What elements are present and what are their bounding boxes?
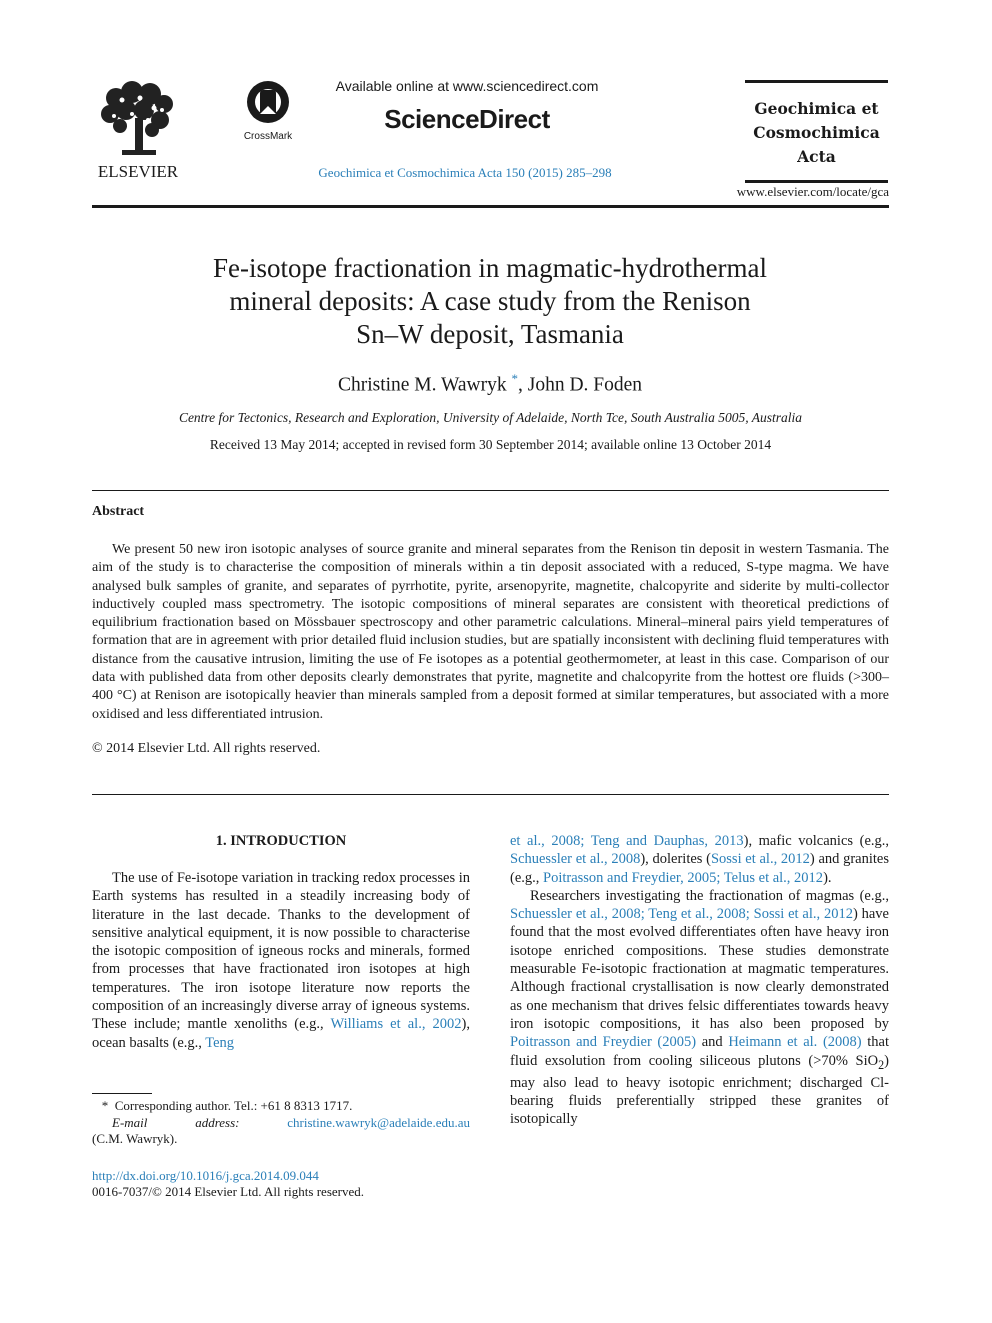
ref-poitrasson-telus[interactable]: Poitrasson and Freydier, 2005; Telus et al., 2012 [543,869,824,886]
intro-p1-text-a: The use of Fe-isotope variation in tracking redox processes in Earth systems has resulted in a steadily increasing body of literature in the last decade. Thanks to the development of sensitive analytical equipment, it is now possible to characterise the isotopic composition of igneous rocks and minerals, formed from processes that have fractionated iron isotopes at high temperatures. The iron isotope literature now reports the composition of an increasingly diverse array of igneous systems. These include; mantle xenoliths (e.g., [92,870,470,1033]
author-2: John D. Foden [527,374,643,396]
elsevier-tree-logo [92,80,184,180]
intro-p1-text-b: ), ocean basalts (e.g., [92,1016,470,1051]
publisher-logo-text: ELSEVIER [97,162,179,180]
footnote-name: (C.M. Wawryk). [92,1131,178,1146]
ref-multi-2008-2012[interactable]: Schuessler et al., 2008; Teng et al., 2008; Sossi et al., 2012 [510,906,853,923]
intro-p2-text-e: ) may also lead to heavy isotopic enrichment; discharged Cl-bearing fluids preferentially stripped these granites of isotopically [510,1052,889,1128]
abstract-bottom-rule [92,794,889,795]
intro-p2-text-a: Researchers investigating the fractionation of magmas (e.g., [530,887,889,904]
ref-sossi-2012[interactable]: Sossi et al., 2012 [710,851,810,868]
author-list [140,371,840,397]
journal-masthead [745,80,888,183]
ref-heimann-2008[interactable]: Heimann et al. (2008) [728,1034,862,1051]
ref-williams-2002[interactable]: Williams et al., 2002 [330,1016,462,1033]
intro-p1-text-e: ) and granites (e.g., [510,851,889,886]
author-1: Christine M. Wawryk [337,374,507,396]
crossmark-label: CrossMark [243,131,293,142]
title-line-2: mineral deposits: A case study from the Renison [229,286,751,316]
intro-paragraph-2 [510,887,889,1129]
address-label: address: [195,1115,240,1130]
section-heading-introduction: 1. INTRODUCTION [215,833,347,849]
author-separator: , [518,374,528,396]
elsevier-logo [92,80,184,180]
journal-url[interactable]: www.elsevier.com/locate/gca [736,184,889,199]
article-title [140,252,840,351]
doi-link[interactable]: http://dx.doi.org/10.1016/j.gca.2014.09.044 [92,1168,319,1183]
email-label: E-mail [112,1115,148,1130]
ref-teng-2008-start[interactable]: Teng [205,1034,235,1051]
footnote-email-line [92,1114,470,1131]
footnote-corresponding [92,1097,470,1114]
masthead-rule [745,180,888,183]
intro-p1-text-c: ), mafic volcanics (e.g., [743,833,890,849]
footnote-mark: * [101,1098,109,1113]
footnote-rule [92,1093,152,1094]
ref-teng-2008-cont[interactable]: et al., 2008; Teng and Dauphas, 2013 [510,833,744,849]
crossmark-badge[interactable] [236,80,300,142]
corresponding-author-note: Corresponding author. Tel.: +61 8 8313 1717. [114,1098,353,1113]
journal-citation[interactable]: Geochimica et Cosmochimica Acta 150 (2015) 285–298 [318,165,612,180]
ref-poitrasson-freydier-2005[interactable]: Poitrasson and Freydier (2005) [510,1034,697,1051]
intro-paragraph-1-continued [510,832,889,887]
intro-p2-text-c: and [696,1034,729,1051]
body-column-right [510,832,889,1129]
available-online: Available online at www.sciencedirect.com [335,78,599,94]
header-rule [92,205,889,208]
title-line-3: Sn–W deposit, Tasmania [356,319,624,349]
journal-name-line-1: Geochimica et [754,99,879,118]
intro-p2-text-d: that fluid exsolution from cooling siliceous plutons (>70% SiO [510,1034,889,1069]
sciencedirect-logo[interactable]: ScienceDirect [384,104,550,134]
intro-paragraph-1 [92,869,470,1052]
title-line-1: Fe-isotope fractionation in magmatic-hydrothermal [212,253,768,283]
author-email-link[interactable]: christine.wawryk@adelaide.edu.au [287,1115,470,1130]
corresponding-author-mark[interactable]: * [511,371,518,386]
issn-copyright: 0016-7037/© 2014 Elsevier Ltd. All rights reserved. [92,1184,364,1199]
abstract-text: We present 50 new iron isotopic analyses of source granite and mineral separates from the Renison tin deposit in western Tasmania. The aim of the study is to characterise the composition of minerals within a tin deposit associated with a reduced, S-type magma. We have analysed bulk samples of granite, and separates of pyrrhotite, pyrite, arsenopyrite, magnetite, chalcopyrite and siderite by multi-collector inductively coupled mass spectrometry. The isotopic compositions of mineral separates are consistent with theoretical predictions of equilibrium fractionation based on Mössbauer spectroscopy and other parametric calculations. Mineral–mineral pairs yield temperatures of formation that are in agreement with prior detailed fluid inclusion studies, but are spatially inconsistent with declining fluid temperatures with distance from the causative intrusion, limiting the use of Fe isotopes as a potential geothermometer, at least in this case. Comparison of our data with published data from other deposits clearly demonstrates that pyrite, magnetite and chalcopyrite from the hottest ore fluids (>300–400 °C) at Renison are isotopically heavier than minerals sampled from a deposit formed at similar temperatures, but associated with a more oxidised and less differentiated intrusion. [92,542,889,722]
journal-name-line-3: Acta [797,147,836,166]
intro-p1-text-f: ). [823,869,832,886]
body-column-left [92,869,470,1052]
journal-name-line-2: Cosmochimica [753,123,880,142]
abstract-heading: Abstract [92,504,145,519]
intro-p2-text-b: ) have found that the most evolved differentiates often have heavy iron isotope enriched compositions. These studies demonstrate measurable Fe-isotopic fractionation at magmatic temperatures. Although fractional crystallisation is now clearly demonstrated as one mechanism that drives felsic differentiates towards heavy iron isotopic compositions, it has also been proposed by [510,906,889,1032]
abstract-copyright: © 2014 Elsevier Ltd. All rights reserved. [92,741,321,756]
sio2-subscript: 2 [878,1057,885,1072]
intro-p1-text-d: ), dolerites ( [640,851,711,868]
affiliation: Centre for Tectonics, Research and Exploration, University of Adelaide, North Tce, South Australia 5005, Australia [178,410,803,425]
crossmark-icon [246,80,290,124]
ref-schuessler-2008[interactable]: Schuessler et al., 2008 [510,851,641,868]
article-dates: Received 13 May 2014; accepted in revised form 30 September 2014; available online 13 October 2014 [209,437,772,452]
abstract-top-rule [92,490,889,491]
